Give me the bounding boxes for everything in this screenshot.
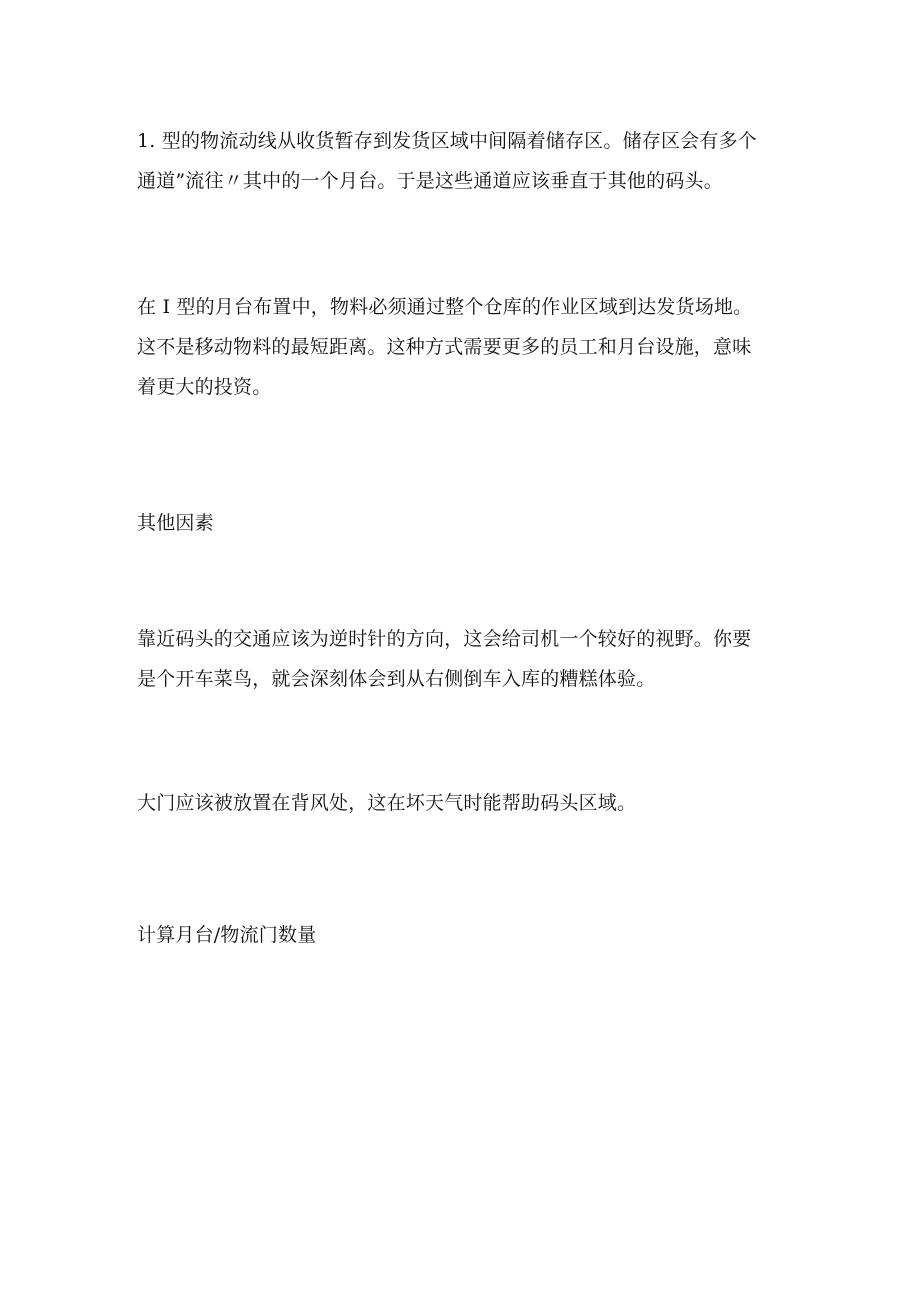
paragraph-line: 大门应该被放置在背风处，这在坏天气时能帮助码头区域。: [137, 792, 637, 814]
section-heading-dock-count: [137, 915, 797, 955]
heading-text: 其他因素: [137, 512, 214, 534]
paragraph-line: 靠近码头的交通应该为逆时针的方向，这会给司机一个较好的视野。你要: [137, 628, 752, 650]
paragraph-line: 是个开车菜鸟，就会深刻体会到从右侧倒车入库的糟糕体验。: [137, 668, 656, 690]
paragraph-line: 在 I 型的月台布置中，物料必须通过整个仓库的作业区域到达发货场地。: [137, 296, 753, 318]
paragraph-gate-placement: [137, 783, 797, 823]
heading-text: 计算月台/物流门数量: [137, 924, 317, 946]
paragraph-line: 通道”流往〃其中的一个月台。于是这些通道应该垂直于其他的码头。: [137, 170, 723, 192]
paragraph-line: 着更大的投资。: [137, 376, 272, 398]
paragraph-u-type-flow: [137, 121, 797, 201]
section-heading-other-factors: [137, 503, 797, 543]
paragraph-i-type-layout: [137, 287, 797, 407]
paragraph-traffic-direction: [137, 619, 797, 699]
paragraph-line: 1. 型的物流动线从收货暂存到发货区域中间隔着储存区。储存区会有多个: [137, 130, 757, 152]
paragraph-line: 这不是移动物料的最短距离。这种方式需要更多的员工和月台设施，意味: [137, 336, 752, 358]
